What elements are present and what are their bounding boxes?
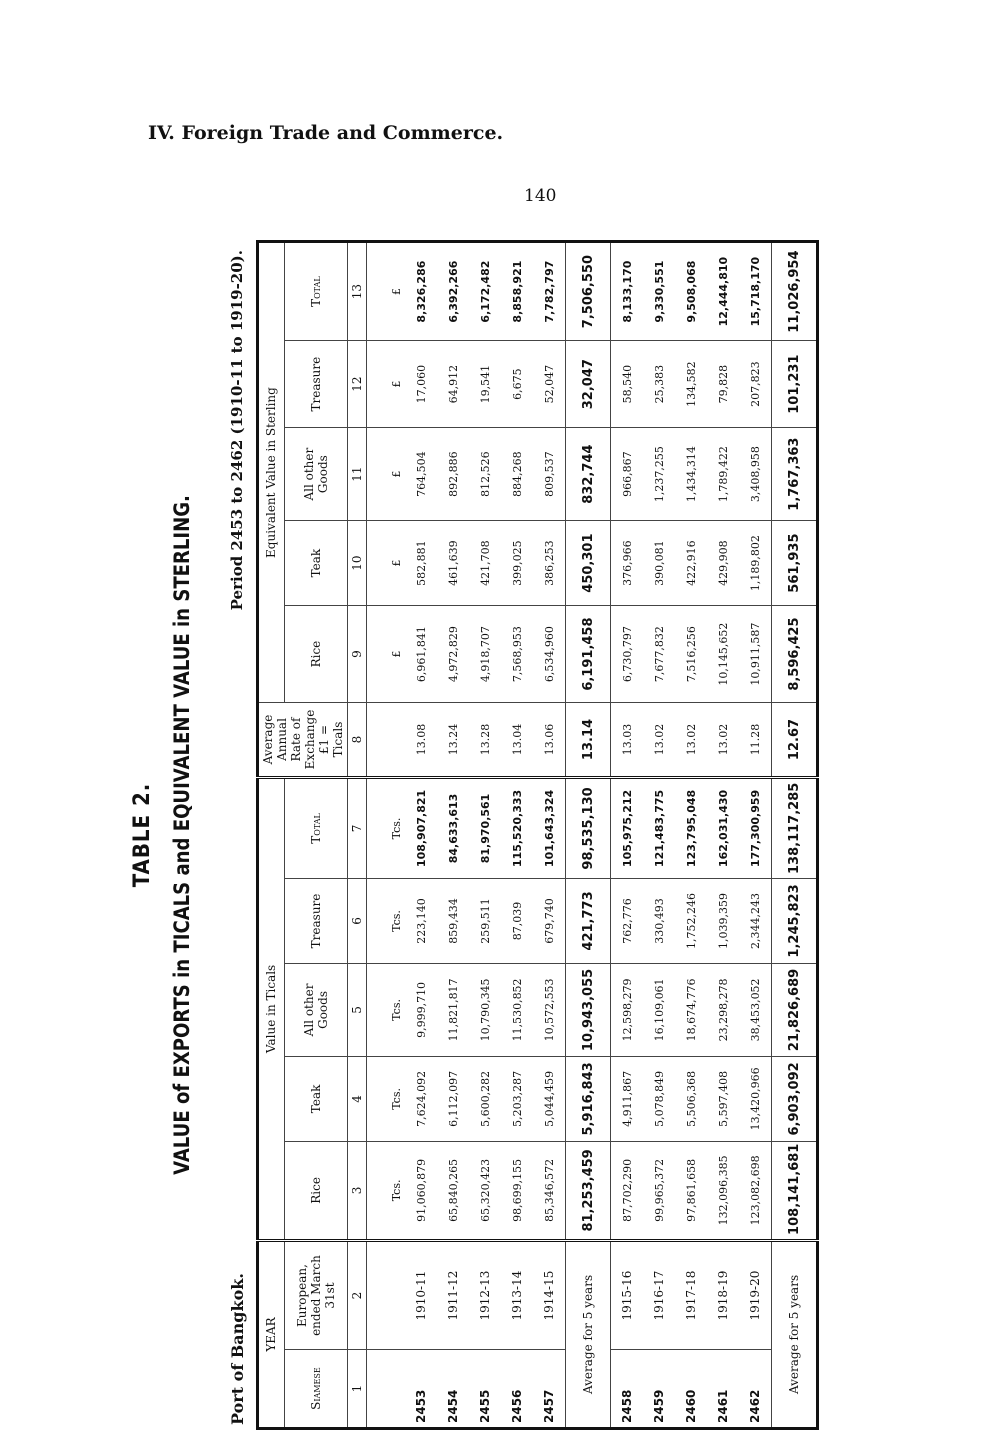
value-cell: 6,392,266 — [437, 242, 469, 341]
unit-cell: £ — [367, 428, 406, 521]
european-year: 1912-13 — [469, 1240, 501, 1349]
average-value: 6,903,092 — [772, 1056, 818, 1141]
value-cell: 12,444,810 — [707, 242, 739, 341]
value-cell: 421,708 — [469, 521, 501, 606]
table-row — [643, 242, 675, 1429]
average-value: 108,141,681 — [772, 1141, 818, 1240]
european-year: 1911-12 — [437, 1240, 469, 1349]
table-row — [469, 242, 501, 1429]
value-cell: 6,172,482 — [469, 242, 501, 341]
value-cell: 17,060 — [405, 341, 437, 428]
value-cell: 98,699,155 — [501, 1141, 533, 1240]
value-cell: 12,598,279 — [611, 963, 644, 1056]
value-cell: 812,526 — [469, 428, 501, 521]
port-label: Port of Bangkok. — [228, 1273, 247, 1425]
column-number: 12 — [348, 341, 367, 428]
average-value: 832,744 — [566, 428, 611, 521]
value-cell: 97,861,658 — [675, 1141, 707, 1240]
value-cell: 84,633,613 — [437, 777, 469, 878]
value-cell: 177,300,959 — [739, 777, 772, 878]
value-cell: 13.02 — [643, 703, 675, 778]
value-cell: 330,493 — [643, 879, 675, 964]
value-cell: 1,789,422 — [707, 428, 739, 521]
unit-cell — [367, 1240, 406, 1349]
col-header-11: All other Goods — [284, 428, 347, 521]
table-row — [675, 242, 707, 1429]
value-cell: 6,675 — [501, 341, 533, 428]
col-header-12: Treasure — [284, 341, 347, 428]
table-row — [501, 242, 533, 1429]
value-cell: 3,408,958 — [739, 428, 772, 521]
average-value: 8,596,425 — [772, 606, 818, 703]
column-number: 8 — [348, 703, 367, 778]
value-cell: 132,096,385 — [707, 1141, 739, 1240]
value-cell: 13.03 — [611, 703, 644, 778]
average-value: 1,767,363 — [772, 428, 818, 521]
value-cell: 6,534,960 — [533, 606, 566, 703]
group-header-sterling: Equivalent Value in Sterling — [258, 242, 285, 703]
european-year: 1915-16 — [611, 1240, 644, 1349]
value-cell: 38,453,052 — [739, 963, 772, 1056]
value-cell: 13.02 — [675, 703, 707, 778]
value-cell: 108,907,821 — [405, 777, 437, 878]
value-cell: 259,511 — [469, 879, 501, 964]
value-cell: 5,506,368 — [675, 1056, 707, 1141]
value-cell: 4,972,829 — [437, 606, 469, 703]
european-year: 1918-19 — [707, 1240, 739, 1349]
value-cell: 64,912 — [437, 341, 469, 428]
value-cell: 764,504 — [405, 428, 437, 521]
group-header-ticals: Value in Ticals — [258, 777, 285, 1240]
value-cell: 115,520,333 — [501, 777, 533, 878]
value-cell: 18,674,776 — [675, 963, 707, 1056]
value-cell: 4,918,707 — [469, 606, 501, 703]
col-header-2: European, ended March 31st — [284, 1240, 347, 1349]
value-cell: 8,133,170 — [611, 242, 644, 341]
average-value: 10,943,055 — [566, 963, 611, 1056]
european-year: 1919-20 — [739, 1240, 772, 1349]
value-cell: 10,911,587 — [739, 606, 772, 703]
value-cell: 8,326,286 — [405, 242, 437, 341]
value-cell: 386,253 — [533, 521, 566, 606]
value-cell: 429,908 — [707, 521, 739, 606]
value-cell: 9,330,551 — [643, 242, 675, 341]
average-value: 7,506,550 — [566, 242, 611, 341]
unit-cell: Tcs. — [367, 1141, 406, 1240]
value-cell: 223,140 — [405, 879, 437, 964]
column-number: 6 — [348, 879, 367, 964]
value-cell: 16,109,061 — [643, 963, 675, 1056]
value-cell: 13.06 — [533, 703, 566, 778]
siamese-year: 2456 — [501, 1350, 533, 1429]
average-value: 13.14 — [566, 703, 611, 778]
value-cell: 11,530,852 — [501, 963, 533, 1056]
value-cell: 884,268 — [501, 428, 533, 521]
value-cell: 461,639 — [437, 521, 469, 606]
unit-cell — [367, 1350, 406, 1429]
value-cell: 5,600,282 — [469, 1056, 501, 1141]
value-cell: 809,537 — [533, 428, 566, 521]
siamese-year: 2458 — [611, 1350, 644, 1429]
unit-cell: Tcs. — [367, 963, 406, 1056]
value-cell: 376,966 — [611, 521, 644, 606]
value-cell: 1,039,359 — [707, 879, 739, 964]
value-cell: 4,911,867 — [611, 1056, 644, 1141]
value-cell: 52,047 — [533, 341, 566, 428]
average-value: 421,773 — [566, 879, 611, 964]
unit-cell: Tcs. — [367, 777, 406, 878]
siamese-year: 2462 — [739, 1350, 772, 1429]
value-cell: 6,961,841 — [405, 606, 437, 703]
value-cell: 11.28 — [739, 703, 772, 778]
value-cell: 11,821,817 — [437, 963, 469, 1056]
value-cell: 1,752,246 — [675, 879, 707, 964]
table-body — [367, 242, 818, 1429]
col-header-13: Total — [284, 242, 347, 341]
column-number: 1 — [348, 1350, 367, 1429]
table-row — [739, 242, 772, 1429]
european-year: 1914-15 — [533, 1240, 566, 1349]
period-label: Period 2453 to 2462 (1910-11 to 1919-20). — [228, 250, 246, 611]
average-value: 1,245,823 — [772, 879, 818, 964]
siamese-year: 2459 — [643, 1350, 675, 1429]
value-cell: 9,508,068 — [675, 242, 707, 341]
column-number: 9 — [348, 606, 367, 703]
table-row — [707, 242, 739, 1429]
value-cell: 7,568,953 — [501, 606, 533, 703]
average-value: 101,231 — [772, 341, 818, 428]
average-value: 561,935 — [772, 521, 818, 606]
column-number-row — [348, 242, 367, 1429]
units-row — [367, 242, 406, 1429]
table-subtitle: VALUE of EXPORTS in TICALS and EQUIVALENT VALUE in STERLING. — [170, 495, 194, 1175]
siamese-year: 2455 — [469, 1350, 501, 1429]
value-cell: 8,858,921 — [501, 242, 533, 341]
page-heading: IV. Foreign Trade and Commerce. — [148, 122, 504, 144]
value-cell: 7,677,832 — [643, 606, 675, 703]
value-cell: 19,541 — [469, 341, 501, 428]
value-cell: 13.04 — [501, 703, 533, 778]
col-header-1: Siamese — [284, 1350, 347, 1429]
value-cell: 79,828 — [707, 341, 739, 428]
unit-cell: £ — [367, 341, 406, 428]
unit-cell: £ — [367, 242, 406, 341]
table-row — [437, 242, 469, 1429]
siamese-year: 2461 — [707, 1350, 739, 1429]
value-cell: 5,203,287 — [501, 1056, 533, 1141]
siamese-year: 2453 — [405, 1350, 437, 1429]
value-cell: 105,975,212 — [611, 777, 644, 878]
value-cell: 101,643,324 — [533, 777, 566, 878]
table-row — [611, 242, 644, 1429]
average-value: 11,026,954 — [772, 242, 818, 341]
column-number: 11 — [348, 428, 367, 521]
rotated-table-sheet — [130, 240, 870, 1430]
siamese-year: 2454 — [437, 1350, 469, 1429]
european-year: 1917-18 — [675, 1240, 707, 1349]
page-number: 140 — [524, 186, 557, 206]
column-number: 3 — [348, 1141, 367, 1240]
column-number: 5 — [348, 963, 367, 1056]
exports-table — [256, 240, 819, 1430]
value-cell: 6,730,797 — [611, 606, 644, 703]
col-header-10: Teak — [284, 521, 347, 606]
value-cell: 9,999,710 — [405, 963, 437, 1056]
column-number: 10 — [348, 521, 367, 606]
value-cell: 58,540 — [611, 341, 644, 428]
value-cell: 422,916 — [675, 521, 707, 606]
value-cell: 162,031,430 — [707, 777, 739, 878]
col-header-5: All other Goods — [284, 963, 347, 1056]
average-value: 450,301 — [566, 521, 611, 606]
european-year: 1913-14 — [501, 1240, 533, 1349]
column-number: 2 — [348, 1240, 367, 1349]
value-cell: 10,572,553 — [533, 963, 566, 1056]
value-cell: 7,624,092 — [405, 1056, 437, 1141]
value-cell: 390,081 — [643, 521, 675, 606]
value-cell: 7,516,256 — [675, 606, 707, 703]
col-header-3: Rice — [284, 1141, 347, 1240]
unit-cell: £ — [367, 521, 406, 606]
value-cell: 134,582 — [675, 341, 707, 428]
column-number: 4 — [348, 1056, 367, 1141]
value-cell: 5,597,408 — [707, 1056, 739, 1141]
value-cell: 582,881 — [405, 521, 437, 606]
value-cell: 1,237,255 — [643, 428, 675, 521]
unit-cell: Tcs. — [367, 879, 406, 964]
value-cell: 15,718,170 — [739, 242, 772, 341]
unit-cell — [367, 703, 406, 778]
value-cell: 1,189,802 — [739, 521, 772, 606]
value-cell: 2,344,243 — [739, 879, 772, 964]
value-cell: 7,782,797 — [533, 242, 566, 341]
average-value: 98,535,130 — [566, 777, 611, 878]
average-value: 12.67 — [772, 703, 818, 778]
average-value: 138,117,285 — [772, 777, 818, 878]
value-cell: 13,420,966 — [739, 1056, 772, 1141]
value-cell: 65,320,423 — [469, 1141, 501, 1240]
average-label: Average for 5 years — [566, 1240, 611, 1428]
column-number: 13 — [348, 242, 367, 341]
value-cell: 10,790,345 — [469, 963, 501, 1056]
value-cell: 679,740 — [533, 879, 566, 964]
average-label: Average for 5 years — [772, 1240, 818, 1428]
value-cell: 25,383 — [643, 341, 675, 428]
value-cell: 65,840,265 — [437, 1141, 469, 1240]
value-cell: 123,795,048 — [675, 777, 707, 878]
value-cell: 207,823 — [739, 341, 772, 428]
unit-cell: £ — [367, 606, 406, 703]
average-value: 81,253,459 — [566, 1141, 611, 1240]
value-cell: 5,078,849 — [643, 1056, 675, 1141]
value-cell: 13.28 — [469, 703, 501, 778]
average-value: 6,191,458 — [566, 606, 611, 703]
average-value: 21,826,689 — [772, 963, 818, 1056]
european-year: 1910-11 — [405, 1240, 437, 1349]
value-cell: 87,702,290 — [611, 1141, 644, 1240]
value-cell: 6,112,097 — [437, 1056, 469, 1141]
value-cell: 13.24 — [437, 703, 469, 778]
value-cell: 13.08 — [405, 703, 437, 778]
value-cell: 23,298,278 — [707, 963, 739, 1056]
value-cell: 13.02 — [707, 703, 739, 778]
average-value: 32,047 — [566, 341, 611, 428]
col-header-9: Rice — [284, 606, 347, 703]
average-row — [772, 242, 818, 1429]
value-cell: 85,346,572 — [533, 1141, 566, 1240]
european-year: 1916-17 — [643, 1240, 675, 1349]
group-header-year: YEAR — [258, 1240, 285, 1428]
value-cell: 99,965,372 — [643, 1141, 675, 1240]
column-number: 7 — [348, 777, 367, 878]
siamese-year: 2460 — [675, 1350, 707, 1429]
value-cell: 399,025 — [501, 521, 533, 606]
value-cell: 859,434 — [437, 879, 469, 964]
value-cell: 91,060,879 — [405, 1141, 437, 1240]
value-cell: 892,886 — [437, 428, 469, 521]
table-row — [405, 242, 437, 1429]
value-cell: 1,434,314 — [675, 428, 707, 521]
average-row — [566, 242, 611, 1429]
value-cell: 762,776 — [611, 879, 644, 964]
value-cell: 121,483,775 — [643, 777, 675, 878]
table-row — [533, 242, 566, 1429]
col-header-6: Treasure — [284, 879, 347, 964]
value-cell: 10,145,652 — [707, 606, 739, 703]
value-cell: 966,867 — [611, 428, 644, 521]
value-cell: 87,039 — [501, 879, 533, 964]
col-header-4: Teak — [284, 1056, 347, 1141]
table-title: TABLE 2. — [130, 782, 155, 888]
siamese-year: 2457 — [533, 1350, 566, 1429]
average-value: 5,916,843 — [566, 1056, 611, 1141]
unit-cell: Tcs. — [367, 1056, 406, 1141]
value-cell: 123,082,698 — [739, 1141, 772, 1240]
value-cell: 5,044,459 — [533, 1056, 566, 1141]
col-header-7: Total — [284, 777, 347, 878]
col-header-8: Average Annual Rate of Exchange £1 = Ticals — [258, 703, 348, 778]
value-cell: 81,970,561 — [469, 777, 501, 878]
